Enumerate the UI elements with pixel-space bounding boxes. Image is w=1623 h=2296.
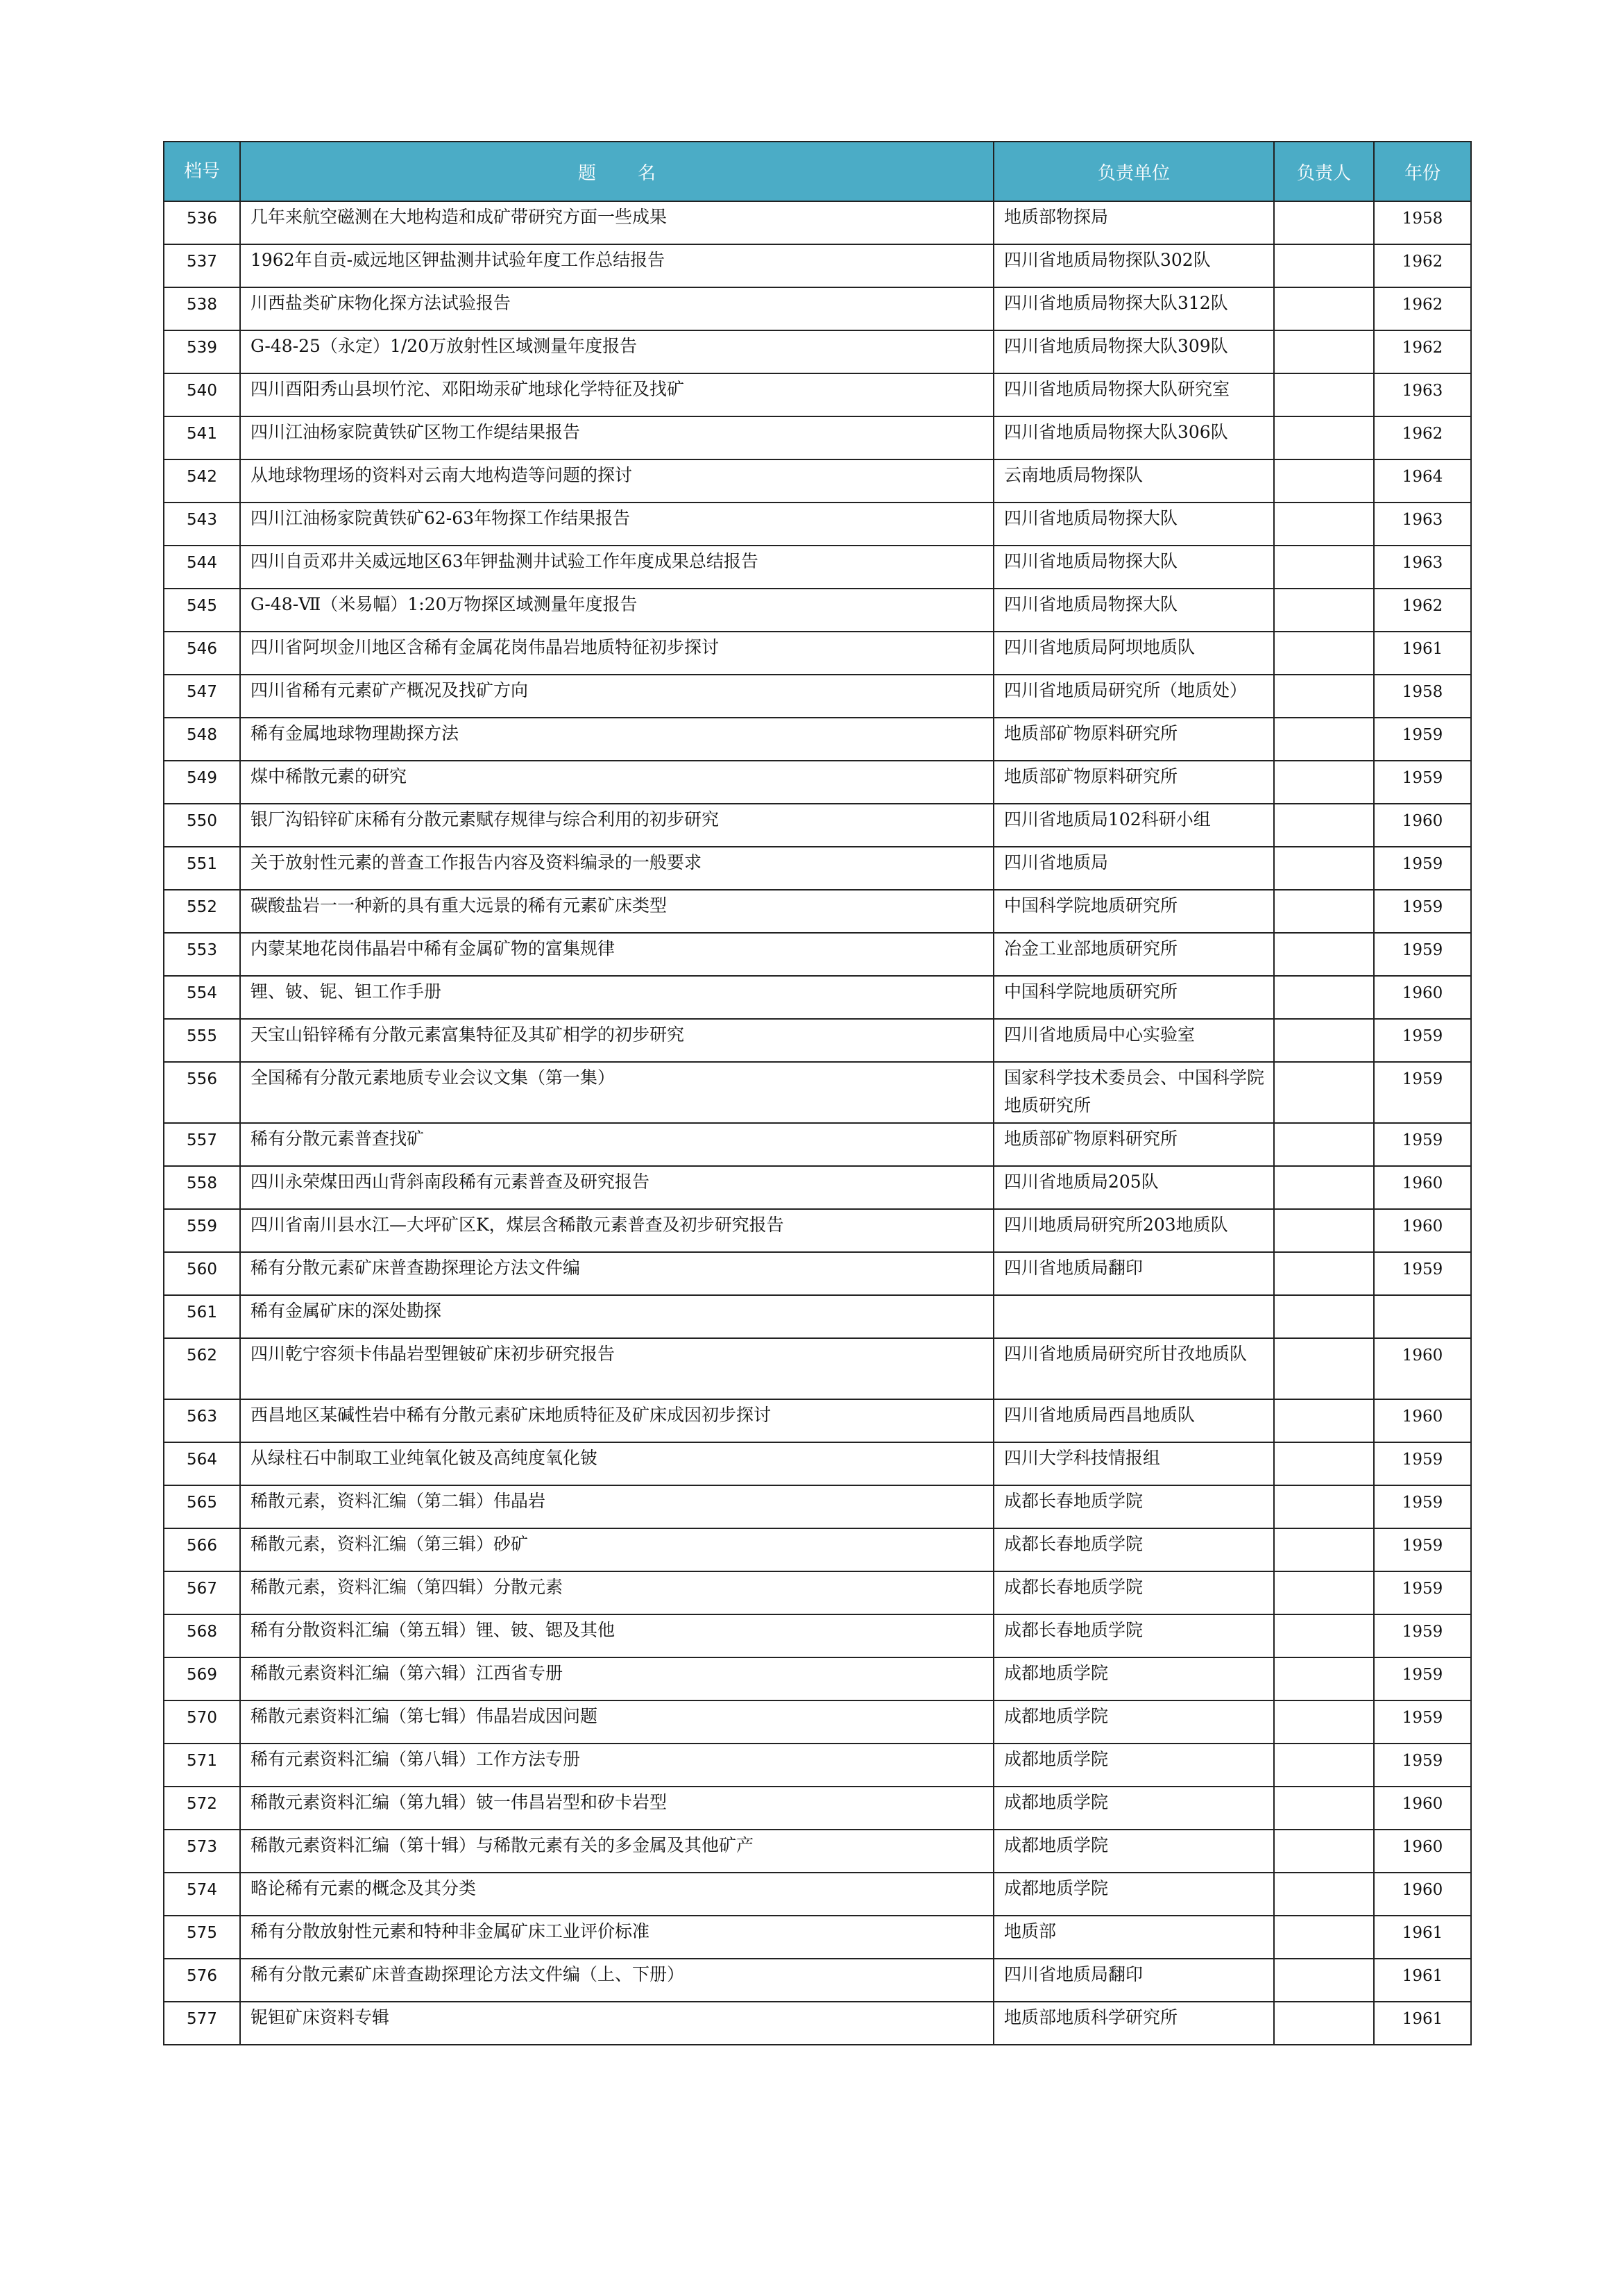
cell-archive-no: 552 <box>164 890 240 933</box>
cell-responsible-person <box>1274 416 1374 459</box>
cell-year: 1959 <box>1374 761 1471 804</box>
header-archive-no <box>164 142 240 201</box>
cell-year: 1959 <box>1374 1123 1471 1166</box>
cell-responsible-person <box>1274 675 1374 718</box>
table-row <box>164 761 1471 804</box>
cell-archive-no: 563 <box>164 1399 240 1442</box>
table-row <box>164 1442 1471 1485</box>
cell-archive-no: 547 <box>164 675 240 718</box>
table-row <box>164 847 1471 890</box>
table-row <box>164 1916 1471 1959</box>
cell-year: 1964 <box>1374 459 1471 503</box>
cell-responsible-unit: 成都长春地质学院 <box>994 1528 1274 1571</box>
cell-archive-no: 561 <box>164 1295 240 1338</box>
cell-year: 1959 <box>1374 1571 1471 1614</box>
cell-responsible-unit: 中国科学院地质研究所 <box>994 976 1274 1019</box>
cell-responsible-unit: 成都长春地质学院 <box>994 1571 1274 1614</box>
cell-archive-no: 542 <box>164 459 240 503</box>
table-row <box>164 1787 1471 1830</box>
cell-title: 稀有金属矿床的深处勘探 <box>240 1295 994 1338</box>
cell-archive-no: 569 <box>164 1657 240 1700</box>
cell-archive-no: 571 <box>164 1744 240 1787</box>
cell-responsible-person <box>1274 373 1374 416</box>
cell-year: 1961 <box>1374 2002 1471 2045</box>
cell-title: 全国稀有分散元素地质专业会议文集（第一集） <box>240 1062 994 1123</box>
cell-responsible-person <box>1274 1019 1374 1062</box>
cell-year: 1959 <box>1374 1700 1471 1744</box>
cell-title: 铌钽矿床资料专辑 <box>240 2002 994 2045</box>
cell-responsible-person <box>1274 632 1374 675</box>
cell-year <box>1374 1295 1471 1338</box>
cell-responsible-person <box>1274 1295 1374 1338</box>
cell-responsible-unit: 四川省地质局物探大队312队 <box>994 287 1274 330</box>
cell-title: 略论稀有元素的概念及其分类 <box>240 1873 994 1916</box>
header-year <box>1374 142 1471 201</box>
cell-responsible-person <box>1274 1873 1374 1916</box>
cell-year: 1959 <box>1374 1657 1471 1700</box>
cell-archive-no: 562 <box>164 1338 240 1399</box>
table-row <box>164 589 1471 632</box>
cell-year: 1960 <box>1374 804 1471 847</box>
cell-year: 1960 <box>1374 1873 1471 1916</box>
cell-archive-no: 548 <box>164 718 240 761</box>
cell-year: 1959 <box>1374 1252 1471 1295</box>
cell-responsible-unit: 成都地质学院 <box>994 1873 1274 1916</box>
cell-responsible-person <box>1274 1700 1374 1744</box>
table-row <box>164 1166 1471 1209</box>
cell-archive-no: 537 <box>164 244 240 287</box>
table-row <box>164 1700 1471 1744</box>
table-row <box>164 1744 1471 1787</box>
cell-responsible-unit: 四川省地质局物探大队 <box>994 546 1274 589</box>
header-responsible-person <box>1274 142 1374 201</box>
table-row <box>164 287 1471 330</box>
table-row <box>164 1571 1471 1614</box>
cell-archive-no: 553 <box>164 933 240 976</box>
cell-title: 稀有元素资料汇编（第八辑）工作方法专册 <box>240 1744 994 1787</box>
cell-responsible-unit: 四川省地质局物探大队306队 <box>994 416 1274 459</box>
header-responsible-person-label: 负责人 <box>1296 162 1351 184</box>
table-row <box>164 330 1471 373</box>
cell-responsible-unit: 四川省地质局物探大队309队 <box>994 330 1274 373</box>
table-row <box>164 244 1471 287</box>
cell-responsible-person <box>1274 761 1374 804</box>
cell-responsible-unit: 四川省地质局翻印 <box>994 1252 1274 1295</box>
cell-title: G-48-Ⅶ（米易幅）1:20万物探区域测量年度报告 <box>240 589 994 632</box>
cell-archive-no: 573 <box>164 1830 240 1873</box>
cell-responsible-person <box>1274 330 1374 373</box>
header-row <box>164 142 1471 201</box>
table-row <box>164 890 1471 933</box>
cell-responsible-person <box>1274 589 1374 632</box>
table-row <box>164 1338 1471 1399</box>
cell-year: 1959 <box>1374 1442 1471 1485</box>
cell-title: 碳酸盐岩一一种新的具有重大远景的稀有元素矿床类型 <box>240 890 994 933</box>
cell-year: 1959 <box>1374 1614 1471 1657</box>
cell-archive-no: 536 <box>164 201 240 244</box>
table-body <box>164 201 1471 2045</box>
cell-archive-no: 556 <box>164 1062 240 1123</box>
cell-responsible-unit: 中国科学院地质研究所 <box>994 890 1274 933</box>
cell-year: 1959 <box>1374 1485 1471 1528</box>
cell-year: 1962 <box>1374 330 1471 373</box>
cell-title: 稀有金属地球物理勘探方法 <box>240 718 994 761</box>
cell-responsible-person <box>1274 718 1374 761</box>
cell-responsible-unit: 冶金工业部地质研究所 <box>994 933 1274 976</box>
header-archive-no-label: 档号 <box>183 161 220 182</box>
cell-responsible-person <box>1274 546 1374 589</box>
header-year-label: 年份 <box>1404 162 1441 184</box>
table-row <box>164 1614 1471 1657</box>
cell-archive-no: 558 <box>164 1166 240 1209</box>
cell-responsible-person <box>1274 1614 1374 1657</box>
table-row <box>164 2002 1471 2045</box>
cell-title: 稀散元素资料汇编（第七辑）伟晶岩成因问题 <box>240 1700 994 1744</box>
table-row <box>164 546 1471 589</box>
cell-title: 银厂沟铅锌矿床稀有分散元素赋存规律与综合利用的初步研究 <box>240 804 994 847</box>
table-row <box>164 201 1471 244</box>
cell-archive-no: 549 <box>164 761 240 804</box>
cell-responsible-unit: 四川省地质局翻印 <box>994 1959 1274 2002</box>
cell-title: 四川乾宁容须卡伟晶岩型锂铍矿床初步研究报告 <box>240 1338 994 1399</box>
cell-responsible-person <box>1274 1657 1374 1700</box>
cell-title: 天宝山铅锌稀有分散元素富集特征及其矿相学的初步研究 <box>240 1019 994 1062</box>
table-row <box>164 718 1471 761</box>
cell-year: 1962 <box>1374 244 1471 287</box>
cell-responsible-person <box>1274 1399 1374 1442</box>
cell-year: 1959 <box>1374 718 1471 761</box>
cell-title: G-48-25（永定）1/20万放射性区域测量年度报告 <box>240 330 994 373</box>
header-responsible-unit-label: 负责单位 <box>1097 162 1170 184</box>
cell-responsible-unit: 成都长春地质学院 <box>994 1614 1274 1657</box>
cell-responsible-person <box>1274 890 1374 933</box>
cell-archive-no: 565 <box>164 1485 240 1528</box>
cell-archive-no: 560 <box>164 1252 240 1295</box>
cell-title: 四川江油杨家院黄铁矿62-63年物探工作结果报告 <box>240 503 994 546</box>
cell-archive-no: 572 <box>164 1787 240 1830</box>
cell-title: 稀有分散资料汇编（第五辑）锂、铍、锶及其他 <box>240 1614 994 1657</box>
cell-responsible-unit: 四川省地质局物探大队研究室 <box>994 373 1274 416</box>
cell-archive-no: 570 <box>164 1700 240 1744</box>
cell-responsible-person <box>1274 976 1374 1019</box>
cell-responsible-person <box>1274 1166 1374 1209</box>
cell-responsible-person <box>1274 847 1374 890</box>
cell-responsible-unit: 成都地质学院 <box>994 1787 1274 1830</box>
archive-table <box>163 141 1472 2045</box>
cell-title: 四川江油杨家院黄铁矿区物工作缇结果报告 <box>240 416 994 459</box>
cell-title: 四川永荣煤田西山背斜南段稀有元素普查及研究报告 <box>240 1166 994 1209</box>
cell-year: 1961 <box>1374 632 1471 675</box>
table-row <box>164 1399 1471 1442</box>
table-row <box>164 1485 1471 1528</box>
cell-year: 1960 <box>1374 1338 1471 1399</box>
cell-responsible-unit: 地质部物探局 <box>994 201 1274 244</box>
cell-title: 1962年自贡-威远地区钾盐测井试验年度工作总结报告 <box>240 244 994 287</box>
table-row <box>164 503 1471 546</box>
table-row <box>164 373 1471 416</box>
cell-responsible-person <box>1274 1442 1374 1485</box>
cell-responsible-unit: 四川省地质局阿坝地质队 <box>994 632 1274 675</box>
cell-responsible-person <box>1274 1787 1374 1830</box>
cell-archive-no: 576 <box>164 1959 240 2002</box>
cell-responsible-person <box>1274 1528 1374 1571</box>
cell-archive-no: 541 <box>164 416 240 459</box>
cell-year: 1960 <box>1374 976 1471 1019</box>
table-row <box>164 1959 1471 2002</box>
cell-responsible-unit: 地质部矿物原料研究所 <box>994 761 1274 804</box>
cell-title: 四川省稀有元素矿产概况及找矿方向 <box>240 675 994 718</box>
cell-responsible-person <box>1274 1209 1374 1252</box>
table-row <box>164 1123 1471 1166</box>
cell-archive-no: 574 <box>164 1873 240 1916</box>
cell-title: 关于放射性元素的普查工作报告内容及资料编录的一般要求 <box>240 847 994 890</box>
cell-title: 稀散元素资料汇编（第九辑）铍一伟昌岩型和矽卡岩型 <box>240 1787 994 1830</box>
cell-archive-no: 554 <box>164 976 240 1019</box>
cell-title: 稀散元素，资料汇编（第三辑）砂矿 <box>240 1528 994 1571</box>
cell-responsible-unit: 四川省地质局102科研小组 <box>994 804 1274 847</box>
cell-responsible-person <box>1274 503 1374 546</box>
cell-year: 1959 <box>1374 933 1471 976</box>
table-row <box>164 1062 1471 1123</box>
cell-responsible-unit: 四川省地质局205队 <box>994 1166 1274 1209</box>
cell-archive-no: 566 <box>164 1528 240 1571</box>
cell-title: 从绿柱石中制取工业纯氧化铍及高纯度氧化铍 <box>240 1442 994 1485</box>
header-title <box>240 142 994 201</box>
cell-responsible-unit: 四川省地质局物探队302队 <box>994 244 1274 287</box>
cell-responsible-unit: 地质部矿物原料研究所 <box>994 1123 1274 1166</box>
cell-title: 稀散元素资料汇编（第十辑）与稀散元素有关的多金属及其他矿产 <box>240 1830 994 1873</box>
table-row <box>164 1830 1471 1873</box>
cell-title: 四川省阿坝金川地区含稀有金属花岗伟晶岩地质特征初步探讨 <box>240 632 994 675</box>
cell-archive-no: 550 <box>164 804 240 847</box>
cell-archive-no: 575 <box>164 1916 240 1959</box>
cell-archive-no: 555 <box>164 1019 240 1062</box>
cell-archive-no: 568 <box>164 1614 240 1657</box>
cell-year: 1960 <box>1374 1787 1471 1830</box>
cell-year: 1959 <box>1374 890 1471 933</box>
cell-year: 1960 <box>1374 1830 1471 1873</box>
table-row <box>164 804 1471 847</box>
cell-responsible-unit: 成都长春地质学院 <box>994 1485 1274 1528</box>
cell-archive-no: 577 <box>164 2002 240 2045</box>
cell-responsible-person <box>1274 1916 1374 1959</box>
cell-responsible-person <box>1274 804 1374 847</box>
cell-archive-no: 540 <box>164 373 240 416</box>
header-title-label: 题名 <box>577 162 697 184</box>
cell-responsible-person <box>1274 1959 1374 2002</box>
table-row <box>164 1295 1471 1338</box>
cell-year: 1961 <box>1374 1959 1471 2002</box>
cell-title: 稀有分散元素矿床普查勘探理论方法文件编（上、下册） <box>240 1959 994 2002</box>
cell-responsible-person <box>1274 287 1374 330</box>
cell-title: 从地球物理场的资料对云南大地构造等问题的探讨 <box>240 459 994 503</box>
cell-title: 稀散元素，资料汇编（第二辑）伟晶岩 <box>240 1485 994 1528</box>
cell-responsible-person <box>1274 1744 1374 1787</box>
cell-archive-no: 546 <box>164 632 240 675</box>
cell-responsible-unit: 成都地质学院 <box>994 1700 1274 1744</box>
cell-responsible-unit: 成都地质学院 <box>994 1657 1274 1700</box>
cell-responsible-unit: 地质部地质科学研究所 <box>994 2002 1274 2045</box>
cell-responsible-unit: 云南地质局物探队 <box>994 459 1274 503</box>
cell-responsible-unit: 四川省地质局西昌地质队 <box>994 1399 1274 1442</box>
cell-year: 1959 <box>1374 847 1471 890</box>
cell-title: 稀散元素资料汇编（第六辑）江西省专册 <box>240 1657 994 1700</box>
cell-year: 1959 <box>1374 1019 1471 1062</box>
table-row <box>164 459 1471 503</box>
cell-year: 1958 <box>1374 675 1471 718</box>
cell-title: 四川省南川县水江—大坪矿区K，煤层含稀散元素普查及初步研究报告 <box>240 1209 994 1252</box>
cell-responsible-unit: 国家科学技术委员会、中国科学院地质研究所 <box>994 1062 1274 1123</box>
table-row <box>164 933 1471 976</box>
cell-responsible-person <box>1274 1252 1374 1295</box>
cell-responsible-person <box>1274 1123 1374 1166</box>
table-row <box>164 1528 1471 1571</box>
cell-responsible-person <box>1274 459 1374 503</box>
cell-responsible-unit: 四川省地质局研究所甘孜地质队 <box>994 1338 1274 1399</box>
cell-responsible-unit: 四川省地质局物探大队 <box>994 503 1274 546</box>
header-responsible-unit <box>994 142 1274 201</box>
cell-responsible-person <box>1274 201 1374 244</box>
cell-title: 煤中稀散元素的研究 <box>240 761 994 804</box>
cell-title: 川西盐类矿床物化探方法试验报告 <box>240 287 994 330</box>
cell-responsible-unit: 四川省地质局研究所（地质处） <box>994 675 1274 718</box>
cell-responsible-unit: 成都地质学院 <box>994 1744 1274 1787</box>
cell-responsible-unit: 地质部矿物原料研究所 <box>994 718 1274 761</box>
cell-title: 稀有分散元素矿床普查勘探理论方法文件编 <box>240 1252 994 1295</box>
cell-archive-no: 539 <box>164 330 240 373</box>
cell-archive-no: 538 <box>164 287 240 330</box>
table-row <box>164 976 1471 1019</box>
cell-responsible-person <box>1274 933 1374 976</box>
cell-responsible-unit: 四川大学科技情报组 <box>994 1442 1274 1485</box>
cell-responsible-unit: 地质部 <box>994 1916 1274 1959</box>
cell-responsible-person <box>1274 1571 1374 1614</box>
table-row <box>164 675 1471 718</box>
table-row <box>164 416 1471 459</box>
cell-year: 1961 <box>1374 1916 1471 1959</box>
table-row <box>164 632 1471 675</box>
cell-responsible-unit: 成都地质学院 <box>994 1830 1274 1873</box>
cell-archive-no: 545 <box>164 589 240 632</box>
cell-responsible-unit: 四川地质局研究所203地质队 <box>994 1209 1274 1252</box>
cell-year: 1962 <box>1374 287 1471 330</box>
cell-title: 几年来航空磁测在大地构造和成矿带研究方面一些成果 <box>240 201 994 244</box>
cell-responsible-person <box>1274 244 1374 287</box>
cell-title: 内蒙某地花岗伟晶岩中稀有金属矿物的富集规律 <box>240 933 994 976</box>
cell-title: 四川自贡邓井关威远地区63年钾盐测井试验工作年度成果总结报告 <box>240 546 994 589</box>
table-row <box>164 1252 1471 1295</box>
cell-year: 1962 <box>1374 589 1471 632</box>
table-row <box>164 1873 1471 1916</box>
cell-archive-no: 544 <box>164 546 240 589</box>
cell-year: 1958 <box>1374 201 1471 244</box>
cell-title: 锂、铍、铌、钽工作手册 <box>240 976 994 1019</box>
cell-year: 1963 <box>1374 546 1471 589</box>
cell-year: 1960 <box>1374 1166 1471 1209</box>
cell-responsible-person <box>1274 2002 1374 2045</box>
cell-year: 1959 <box>1374 1528 1471 1571</box>
cell-archive-no: 559 <box>164 1209 240 1252</box>
cell-title: 稀有分散元素普查找矿 <box>240 1123 994 1166</box>
table-header <box>164 142 1471 201</box>
cell-title: 西昌地区某碱性岩中稀有分散元素矿床地质特征及矿床成因初步探讨 <box>240 1399 994 1442</box>
cell-archive-no: 557 <box>164 1123 240 1166</box>
cell-responsible-unit: 四川省地质局物探大队 <box>994 589 1274 632</box>
cell-responsible-person <box>1274 1338 1374 1399</box>
cell-year: 1963 <box>1374 503 1471 546</box>
cell-responsible-unit: 四川省地质局中心实验室 <box>994 1019 1274 1062</box>
cell-responsible-unit <box>994 1295 1274 1338</box>
cell-responsible-person <box>1274 1062 1374 1123</box>
table-row <box>164 1019 1471 1062</box>
cell-year: 1963 <box>1374 373 1471 416</box>
cell-year: 1962 <box>1374 416 1471 459</box>
cell-title: 稀有分散放射性元素和特种非金属矿床工业评价标准 <box>240 1916 994 1959</box>
cell-archive-no: 543 <box>164 503 240 546</box>
cell-archive-no: 567 <box>164 1571 240 1614</box>
cell-year: 1960 <box>1374 1399 1471 1442</box>
cell-year: 1959 <box>1374 1062 1471 1123</box>
table-row <box>164 1657 1471 1700</box>
cell-title: 四川酉阳秀山县坝竹沱、邓阳坳汞矿地球化学特征及找矿 <box>240 373 994 416</box>
cell-responsible-person <box>1274 1485 1374 1528</box>
cell-responsible-person <box>1274 1830 1374 1873</box>
cell-archive-no: 551 <box>164 847 240 890</box>
cell-year: 1960 <box>1374 1209 1471 1252</box>
cell-responsible-unit: 四川省地质局 <box>994 847 1274 890</box>
cell-archive-no: 564 <box>164 1442 240 1485</box>
cell-year: 1959 <box>1374 1744 1471 1787</box>
table-row <box>164 1209 1471 1252</box>
cell-title: 稀散元素，资料汇编（第四辑）分散元素 <box>240 1571 994 1614</box>
